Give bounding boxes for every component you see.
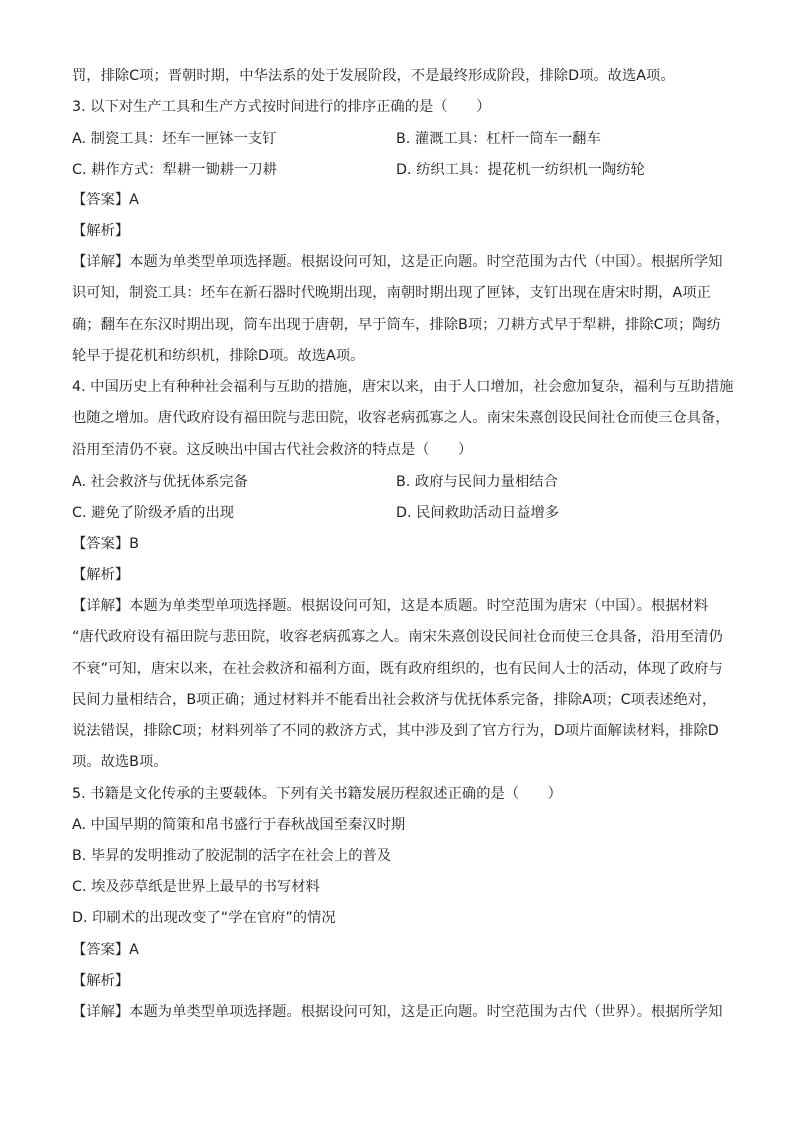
question-4-option-a: A. 社会救济与优抚体系完备 [72,474,248,490]
explanation-line: 项。故选B项。 [72,754,168,770]
question-4-option-d: D. 民间救助活动日益增多 [396,505,560,521]
question-3-option-b: B. 灌溉工具：杠杆一筒车一翻车 [396,131,601,147]
answer-label: 【答案】A [72,192,139,208]
question-4-stem: 也随之增加。唐代政府设有福田院与悲田院，收容老病孤寡之人。南宋朱熹创设民间社仓而使三仓具备， [72,410,730,426]
question-4-option-c: C. 避免了阶级矛盾的出现 [72,505,235,521]
explanation-line: 确；翻车在东汉时期出现，筒车出现于唐朝，早于筒车，排除B项；刀耕方式早于犁耕，排除C项；陶纺 [72,317,721,333]
question-5-option-b: B. 毕昇的发明推动了胶泥制的活字在社会上的普及 [72,848,392,864]
question-5-option-d: D. 印刷术的出现改变了“学在官府”的情况 [72,910,336,926]
question-3-option-a: A. 制瓷工具：坯车一匣钵一支钉 [72,131,277,147]
explanation-line: 说法错误，排除C项；材料列举了不同的救济方式，其中涉及到了官方行为，D项片面解读材料，排除D [72,723,719,739]
explanation-line: 不衰”可知，唐宋以来，在社会救济和福利方面，既有政府组织的，也有民间人士的活动，体现了政府与 [72,661,723,677]
explanation-line: 民间力量相结合，B项正确；通过材料并不能看出社会救济与优抚体系完备，排除A项；C项表述绝对， [72,692,717,708]
question-5-option-a: A. 中国早期的简策和帛书盛行于春秋战国至秦汉时期 [72,817,406,833]
question-5-option-c: C. 埃及莎草纸是世界上最早的书写材料 [72,879,320,895]
explanation-line: “唐代政府设有福田院与悲田院，收容老病孤寡之人。南宋朱熹创设民间社仓而使三仓具备，沿用至清仍 [72,629,723,645]
question-4-option-b: B. 政府与民间力量相结合 [396,474,558,490]
analysis-label: 【解析】 [72,223,130,239]
question-5-stem: 5. 书籍是文化传承的主要载体。下列有关书籍发展历程叙述正确的是（ ） [72,786,562,802]
explanation-line: 【详解】本题为单类型单项选择题。根据设问可知，这是正向题。时空范围为古代（世界）。根据所学知 [72,1004,723,1020]
question-4-stem: 沿用至清仍不衰。这反映出中国古代社会救济的特点是（ ） [72,442,473,458]
question-3-option-c: C. 耕作方式：犁耕一锄耕一刀耕 [72,162,277,178]
question-3-stem: 3. 以下对生产工具和生产方式按时间进行的排序正确的是（ ） [72,99,491,115]
answer-label: 【答案】A [72,942,139,958]
answer-label: 【答案】B [72,536,139,552]
text-line: 罚，排除C项；晋朝时期，中华法系的处于发展阶段，不是最终形成阶段，排除D项。故选A项。 [72,68,675,84]
analysis-label: 【解析】 [72,973,130,989]
explanation-line: 识可知，制瓷工具：坯车在新石器时代晚期出现，南朝时期出现了匣钵，支钉出现在唐宋时期，A项正 [72,285,711,301]
explanation-line: 轮早于提花机和纺织机，排除D项。故选A项。 [72,348,365,364]
explanation-line: 【详解】本题为单类型单项选择题。根据设问可知，这是本质题。时空范围为唐宋（中国）。根据材料 [72,598,709,614]
question-4-stem: 4. 中国历史上有种种社会福利与互助的措施，唐宋以来，由于人口增加，社会愈加复杂，福利与互助措施 [72,379,734,395]
analysis-label: 【解析】 [72,567,130,583]
question-3-option-d: D. 纺织工具：提花机一纺织机一陶纺轮 [396,162,645,178]
explanation-line: 【详解】本题为单类型单项选择题。根据设问可知，这是正向题。时空范围为古代（中国）。根据所学知 [72,254,723,270]
